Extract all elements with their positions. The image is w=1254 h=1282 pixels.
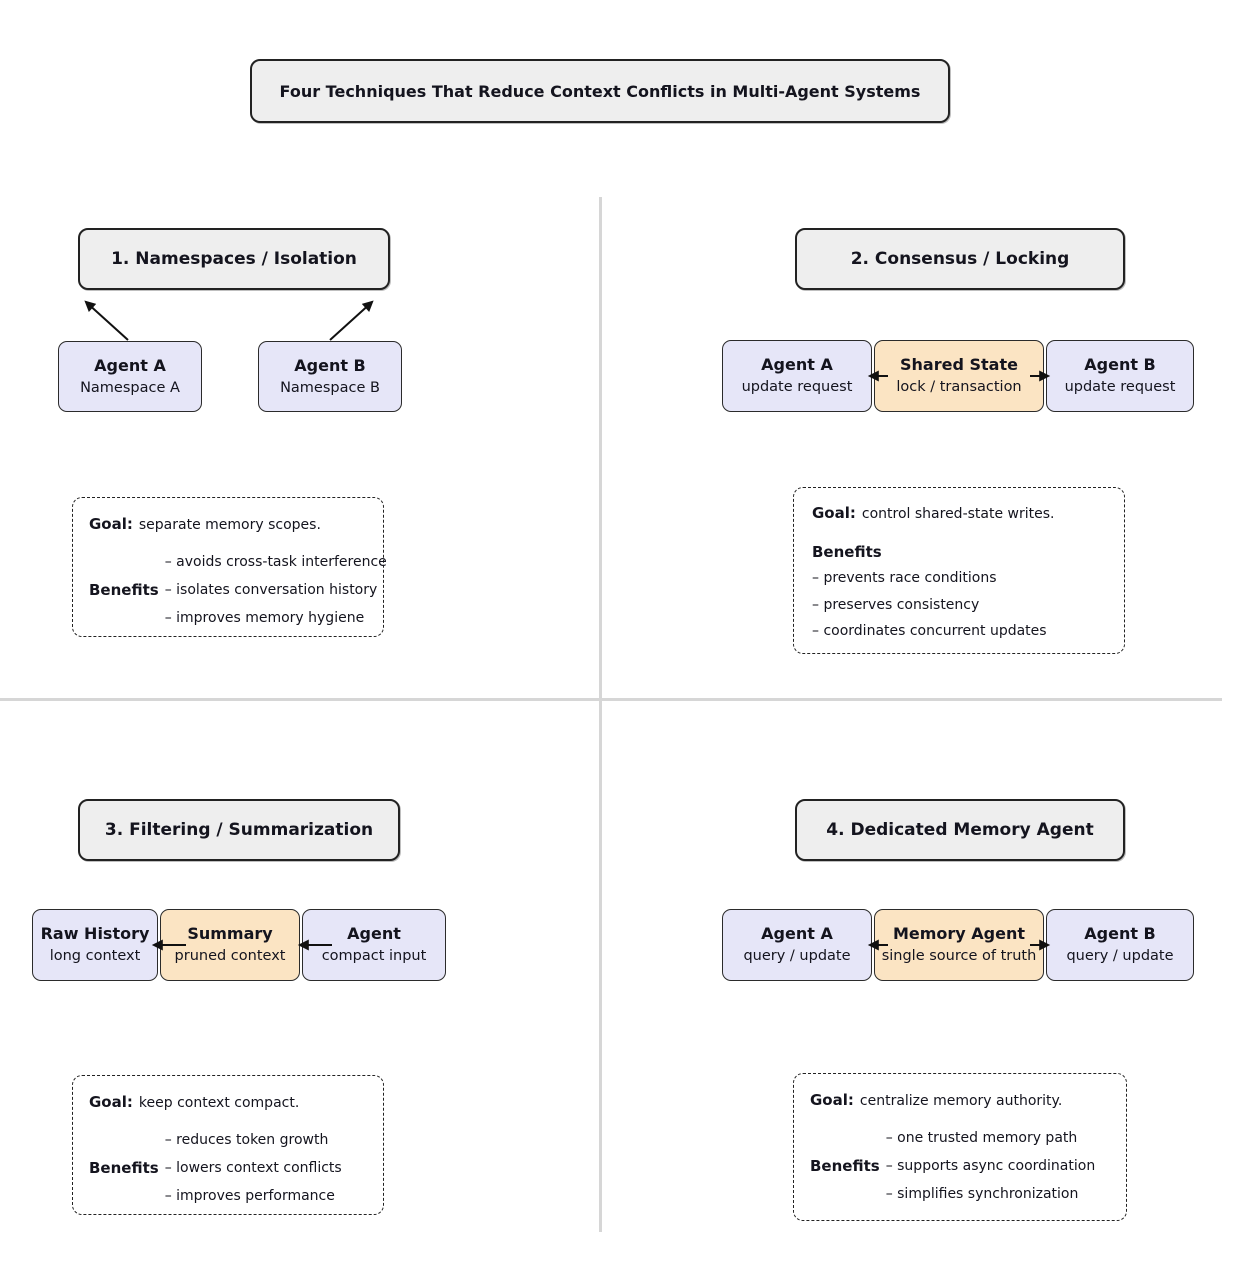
arrow-agent-b-to-header [330, 302, 372, 340]
benefit-item: – coordinates concurrent updates [812, 623, 1047, 639]
benefits-block [89, 1126, 367, 1210]
benefits-label: Benefits [89, 1159, 159, 1177]
box-agent-a-update [722, 340, 872, 412]
box-title: Memory Agent [892, 924, 1026, 944]
goal-line [89, 1090, 367, 1115]
divider-vertical [599, 197, 602, 1232]
goal-label: Goal: [812, 504, 856, 522]
box-title: Shared State [900, 355, 1018, 375]
benefits-block [810, 1124, 1110, 1208]
box-subtitle: Namespace B [280, 379, 380, 396]
quadrant-3-header: 3. Filtering / Summarization [78, 799, 400, 861]
box-subtitle: update request [1064, 379, 1176, 396]
benefits-label: Benefits [812, 543, 882, 561]
benefits-list [165, 548, 387, 632]
box-title: Agent A [761, 924, 833, 944]
box-title: Agent A [94, 355, 166, 375]
box-agent-a-query [722, 909, 872, 981]
benefits-label: Benefits [810, 1157, 880, 1175]
goal-text: separate memory scopes. [138, 517, 321, 533]
benefit-item: – isolates conversation history [164, 582, 378, 598]
box-subtitle: long context [49, 948, 141, 965]
benefit-item: – simplifies synchronization [885, 1186, 1079, 1202]
benefit-item: – lowers context conflicts [164, 1160, 342, 1176]
benefits-list [165, 1126, 342, 1210]
benefit-item: – improves memory hygiene [164, 610, 365, 626]
box-summary [160, 909, 300, 981]
box-agent-b-namespace [258, 341, 402, 412]
title-banner: Four Techniques That Reduce Context Conflicts in Multi-Agent Systems [250, 59, 950, 123]
goal-line [89, 512, 367, 537]
quadrant-1-header: 1. Namespaces / Isolation [78, 228, 390, 290]
box-subtitle: compact input [321, 948, 427, 965]
benefit-item: – improves performance [164, 1188, 335, 1204]
box-title: Agent [347, 924, 401, 944]
benefits-list [886, 1124, 1096, 1208]
quadrant-2-header: 2. Consensus / Locking [795, 228, 1125, 290]
goal-text: centralize memory authority. [859, 1093, 1063, 1109]
box-title: Agent B [1084, 924, 1156, 944]
benefits-label: Benefits [89, 581, 159, 599]
box-title: Agent B [294, 355, 366, 375]
benefit-item: – supports async coordination [885, 1158, 1096, 1174]
box-title: Agent B [1084, 355, 1156, 375]
quadrant-2-goal-box [793, 487, 1125, 654]
box-subtitle: query / update [1066, 948, 1174, 965]
box-memory-agent [874, 909, 1044, 981]
box-subtitle: lock / transaction [896, 379, 1022, 396]
quadrant-1-goal-box [72, 497, 387, 637]
box-agent-compact [302, 909, 446, 981]
goal-text: control shared-state writes. [861, 506, 1055, 522]
quadrant-3-goal-box [72, 1075, 384, 1215]
box-shared-state [874, 340, 1044, 412]
goal-line [812, 501, 1106, 526]
box-subtitle: single source of truth [881, 948, 1037, 965]
benefits-block [89, 548, 387, 632]
goal-label: Goal: [89, 1093, 133, 1111]
box-raw-history [32, 909, 158, 981]
box-agent-a-namespace [58, 341, 202, 412]
quadrant-4-header: 4. Dedicated Memory Agent [795, 799, 1125, 861]
arrow-agent-a-to-header [86, 302, 128, 340]
goal-label: Goal: [810, 1091, 854, 1109]
box-title: Raw History [40, 924, 150, 944]
benefit-item: – prevents race conditions [812, 570, 997, 586]
box-subtitle: update request [741, 379, 853, 396]
box-title: Summary [187, 924, 273, 944]
benefit-item: – avoids cross-task interference [164, 554, 387, 570]
benefit-item: – preserves consistency [812, 596, 980, 613]
box-title: Agent A [761, 355, 833, 375]
benefit-item: – one trusted memory path [885, 1130, 1078, 1146]
box-agent-b-update [1046, 340, 1194, 412]
goal-text: keep context compact. [138, 1095, 300, 1111]
goal-label: Goal: [89, 515, 133, 533]
box-subtitle: query / update [743, 948, 851, 965]
box-subtitle: Namespace A [80, 379, 180, 396]
quadrant-4-goal-box [793, 1073, 1127, 1221]
benefit-item: – reduces token growth [164, 1132, 329, 1148]
divider-horizontal [0, 698, 1222, 701]
goal-line [810, 1088, 1110, 1113]
box-agent-b-query [1046, 909, 1194, 981]
box-subtitle: pruned context [174, 948, 286, 965]
